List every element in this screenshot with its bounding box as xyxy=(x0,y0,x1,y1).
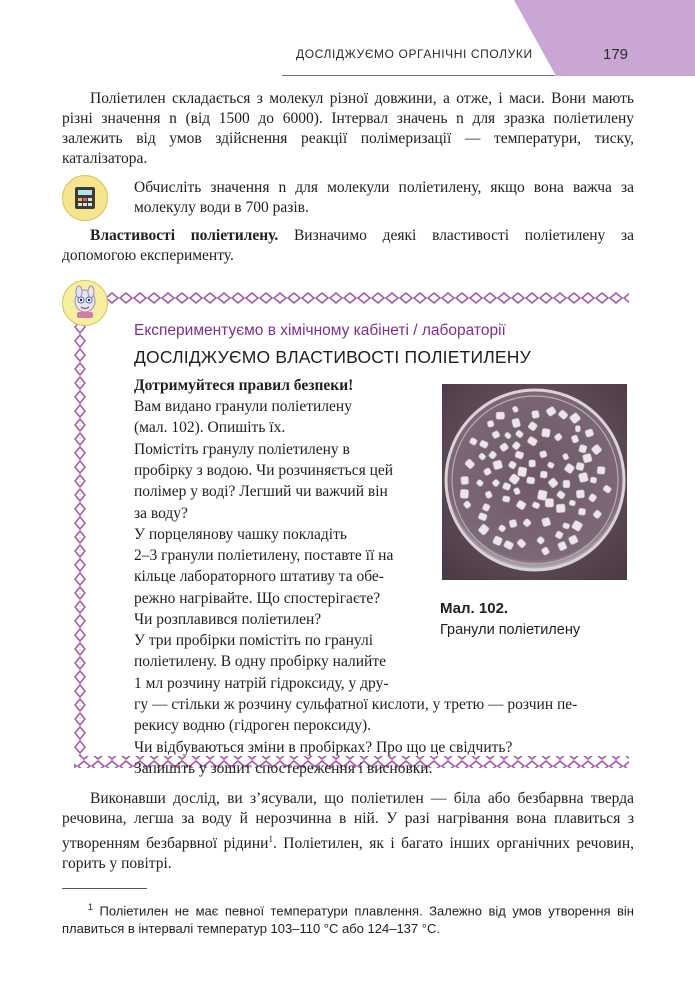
experiment-line: Вам видано гранули поліетилену xyxy=(134,398,352,415)
experiment-line: за воду? xyxy=(134,505,188,522)
granule xyxy=(509,519,518,528)
figure-number: Мал. 102. xyxy=(440,600,509,617)
experiment-heading: ДОСЛІДЖУЄМО ВЛАСТИВОСТІ ПОЛІЕТИЛЕНУ xyxy=(134,347,531,367)
granule xyxy=(569,500,576,507)
experiment-line: Помістіть гранулу поліетилену в xyxy=(134,441,350,458)
granule xyxy=(526,477,535,485)
experiment-line: поліетилену. В одну пробірку налийте xyxy=(134,653,386,670)
experiment-line: У три пробірки помістіть по гранулі xyxy=(134,632,374,649)
conclusion-text-b: . Поліетилен, як і багато інших органічних речовин, горить у повітрі. xyxy=(62,835,635,873)
experiment-line: гу — стільки ж розчину сульфатної кислоти, у третю — розчин пе- xyxy=(134,696,578,713)
page-number: 179 xyxy=(603,46,629,63)
experiment-line: пробірку з водою. Чи розчиняється цей xyxy=(134,462,394,479)
experiment-line: 1 мл розчину натрій гідроксиду, у дру- xyxy=(134,675,389,692)
granule xyxy=(541,428,550,437)
experiment-mascot-icon xyxy=(62,280,108,326)
granule xyxy=(487,420,495,428)
granule xyxy=(590,477,597,484)
granule xyxy=(556,504,565,513)
experiment-line: кільце лабораторного штативу та обе- xyxy=(134,568,384,585)
running-head: ДОСЛІДЖУЄМО ОРГАНІЧНІ СПОЛУКИ xyxy=(296,47,533,61)
footnote-text: Поліетилен не має певної температури плавлення. Залежно від умов утворення він плавиться в інтервалі температур 103–110 °С або 124–137 °С. xyxy=(62,903,634,937)
granule xyxy=(578,508,586,516)
footnote xyxy=(62,898,634,938)
granule xyxy=(531,410,539,419)
footnote-reference: 1 xyxy=(268,834,273,844)
experiment-line: рекису водню (гідроген пероксиду). xyxy=(134,717,371,734)
granule xyxy=(582,453,592,463)
experiment-title: Експериментуємо в хімічному кабінеті / лабораторії xyxy=(134,322,506,339)
experiment-line: (мал. 102). Опишіть їх. xyxy=(134,419,286,436)
footnote-rule xyxy=(62,888,147,889)
properties-text: Визначимо деякі властивості поліетилену за допомогою експерименту. xyxy=(62,227,634,264)
experiment-line: Чи відбуваються зміни в пробірках? Про що це свідчить? xyxy=(134,739,513,756)
granule xyxy=(517,467,527,478)
granule xyxy=(540,471,548,478)
task-text: Обчисліть значення n для молекули поліетилену, якщо вона важча за молекулу води в 700 разів. xyxy=(134,179,634,216)
granule xyxy=(460,489,469,498)
figure-caption: Гранули поліетилену xyxy=(440,622,581,638)
footnote-mark: 1 xyxy=(88,902,94,912)
experiment-line: У порцелянову чашку покладіть xyxy=(134,526,347,543)
granule xyxy=(529,460,536,467)
granule xyxy=(575,426,580,432)
paragraph-intro: Поліетилен складається з молекул різної довжини, а отже, і маси. Вони мають різні значення n (від 1500 до 6000). Інтервал значень n для зразка поліетилену залежить від умов здійснення реакції полімеризації — температури, тиску, каталізатора. xyxy=(62,90,634,167)
conclusion-paragraph xyxy=(62,789,634,874)
experiment-line: полімер у воді? Легший чи важчий він xyxy=(134,483,388,500)
experiment-line: Запишіть у зошит спостереження і висновки. xyxy=(134,760,433,777)
conclusion-text-a: Виконавши дослід, ви з’ясували, що поліетилен — біла або безбарвна тверда речовина, легша за воду й нерозчинна в ній. У разі нагрівання вона плавиться з утворенням безбарвної рідини xyxy=(62,790,634,853)
granule xyxy=(576,462,585,471)
polyethylene-granules-photo xyxy=(442,384,627,580)
granule xyxy=(492,460,502,470)
experiment-line: 2–3 гранули поліетилену, поставте її на xyxy=(134,547,394,564)
experiment-line: Чи розплавився поліетилен? xyxy=(134,611,322,628)
granule xyxy=(563,480,570,488)
experiment-line: режно нагрівайте. Що спостерігаєте? xyxy=(134,590,381,607)
granule xyxy=(545,499,553,508)
granule xyxy=(461,476,469,484)
properties-bold: Властивості поліетилену. xyxy=(90,227,279,244)
safety-note: Дотримуйтеся правил безпеки! xyxy=(134,377,354,394)
granule xyxy=(597,466,605,474)
granule xyxy=(576,490,585,499)
granule xyxy=(578,472,588,483)
granule xyxy=(502,495,510,502)
granule xyxy=(496,412,505,419)
